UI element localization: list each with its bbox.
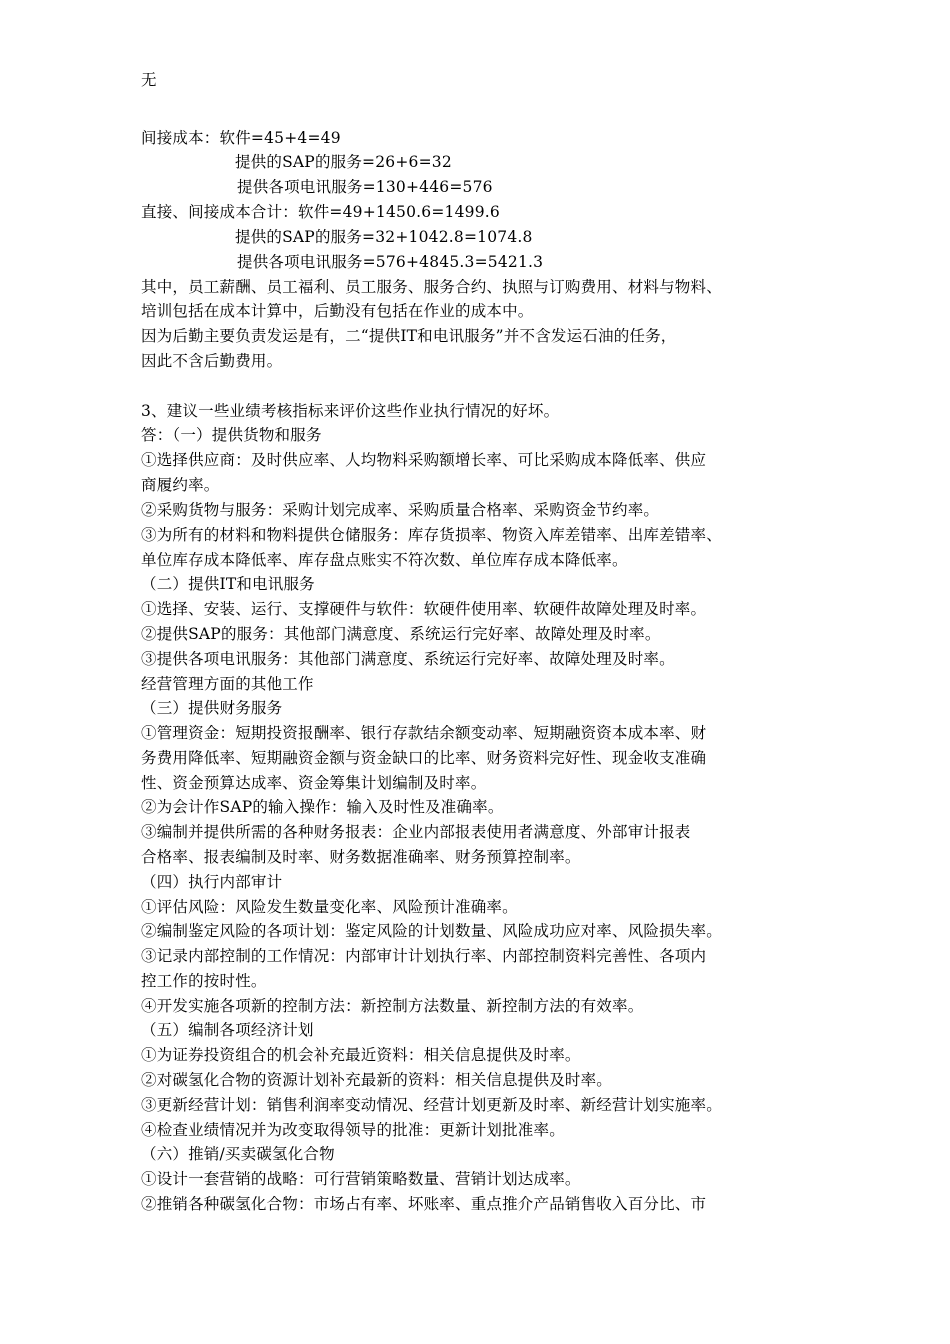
text-line: ④检查业绩情况并为改变取得领导的批准：更新计划批准率。 (141, 1121, 565, 1139)
text-line: 直接、间接成本合计：软件=49+1450.6=1499.6 (141, 203, 500, 221)
text-line: 无 (141, 71, 157, 89)
text-line: 务费用降低率、短期融资金额与资金缺口的比率、财务资料完好性、现金收支准确 (141, 749, 707, 767)
subsection-heading: （五）编制各项经济计划 (141, 1021, 314, 1039)
text-line: ①选择、安装、运行、支撑硬件与软件：软硬件使用率、软硬件故障处理及时率。 (141, 600, 707, 618)
text-line: 间接成本：软件=45+4=49 (141, 129, 341, 147)
text-line: 经营管理方面的其他工作 (141, 675, 314, 693)
text-line: ①管理资金：短期投资报酬率、银行存款结余额变动率、短期融资资本成本率、财 (141, 724, 707, 742)
text-line: ②对碳氢化合物的资源计划补充最新的资料：相关信息提供及时率。 (141, 1071, 613, 1089)
text-line: 培训包括在成本计算中，后勤没有包括在作业的成本中。 (141, 302, 534, 320)
text-line: 性、资金预算达成率、资金筹集计划编制及时率。 (141, 774, 487, 792)
text-line: 答：（一）提供货物和服务 (141, 426, 322, 444)
text-line: ③为所有的材料和物料提供仓储服务：库存货损率、物资入库差错率、出库差错率、 (141, 526, 722, 544)
text-line: ①为证券投资组合的机会补充最近资料：相关信息提供及时率。 (141, 1046, 581, 1064)
text-line: 单位库存成本降低率、库存盘点账实不符次数、单位库存成本降低率。 (141, 551, 628, 569)
text-line: 提供的SAP的服务=32+1042.8=1074.8 (235, 228, 533, 246)
text-line: ③记录内部控制的工作情况：内部审计计划执行率、内部控制资料完善性、各项内 (141, 947, 707, 965)
section-heading: 3、建议一些业绩考核指标来评价这些作业执行情况的好坏。 (141, 402, 560, 420)
text-line: ②推销各种碳氢化合物：市场占有率、坏账率、重点推介产品销售收入百分比、市 (141, 1195, 707, 1213)
text-line: 提供各项电讯服务=576+4845.3=5421.3 (237, 253, 544, 271)
text-line: 提供的SAP的服务=26+6=32 (235, 153, 452, 171)
text-line: 控工作的按时性。 (141, 972, 267, 990)
text-line: ③提供各项电讯服务：其他部门满意度、系统运行完好率、故障处理及时率。 (141, 650, 675, 668)
subsection-heading: （三）提供财务服务 (141, 699, 283, 717)
text-line: 提供各项电讯服务=130+446=576 (237, 178, 493, 196)
text-line: ④开发实施各项新的控制方法：新控制方法数量、新控制方法的有效率。 (141, 997, 644, 1015)
text-line: ①选择供应商：及时供应率、人均物料采购额增长率、可比采购成本降低率、供应 (141, 451, 707, 469)
text-line: ②采购货物与服务：采购计划完成率、采购质量合格率、采购资金节约率。 (141, 501, 660, 519)
text-line: ①设计一套营销的战略：可行营销策略数量、营销计划达成率。 (141, 1170, 581, 1188)
text-line: 合格率、报表编制及时率、财务数据准确率、财务预算控制率。 (141, 848, 581, 866)
text-line: 其中，员工薪酬、员工福利、员工服务、服务合约、执照与订购费用、材料与物料、 (141, 278, 722, 296)
text-line: ①评估风险：风险发生数量变化率、风险预计准确率。 (141, 898, 518, 916)
text-line: ②为会计作SAP的输入操作：输入及时性及准确率。 (141, 798, 504, 816)
text-line: ②编制鉴定风险的各项计划：鉴定风险的计划数量、风险成功应对率、风险损失率。 (141, 922, 722, 940)
subsection-heading: （四）执行内部审计 (141, 873, 283, 891)
subsection-heading: （六）推销/买卖碳氢化合物 (141, 1145, 335, 1163)
text-line: ③更新经营计划：销售利润率变动情况、经营计划更新及时率、新经营计划实施率。 (141, 1096, 722, 1114)
text-line: 商履约率。 (141, 476, 220, 494)
text-line: 因此不含后勤费用。 (141, 352, 283, 370)
text-line: 因为后勤主要负责发运是有，二“提供IT和电讯服务”并不含发运石油的任务， (141, 327, 677, 345)
subsection-heading: （二）提供IT和电讯服务 (141, 575, 315, 593)
text-line: ②提供SAP的服务：其他部门满意度、系统运行完好率、故障处理及时率。 (141, 625, 661, 643)
text-line: ③编制并提供所需的各种财务报表：企业内部报表使用者满意度、外部审计报表 (141, 823, 691, 841)
